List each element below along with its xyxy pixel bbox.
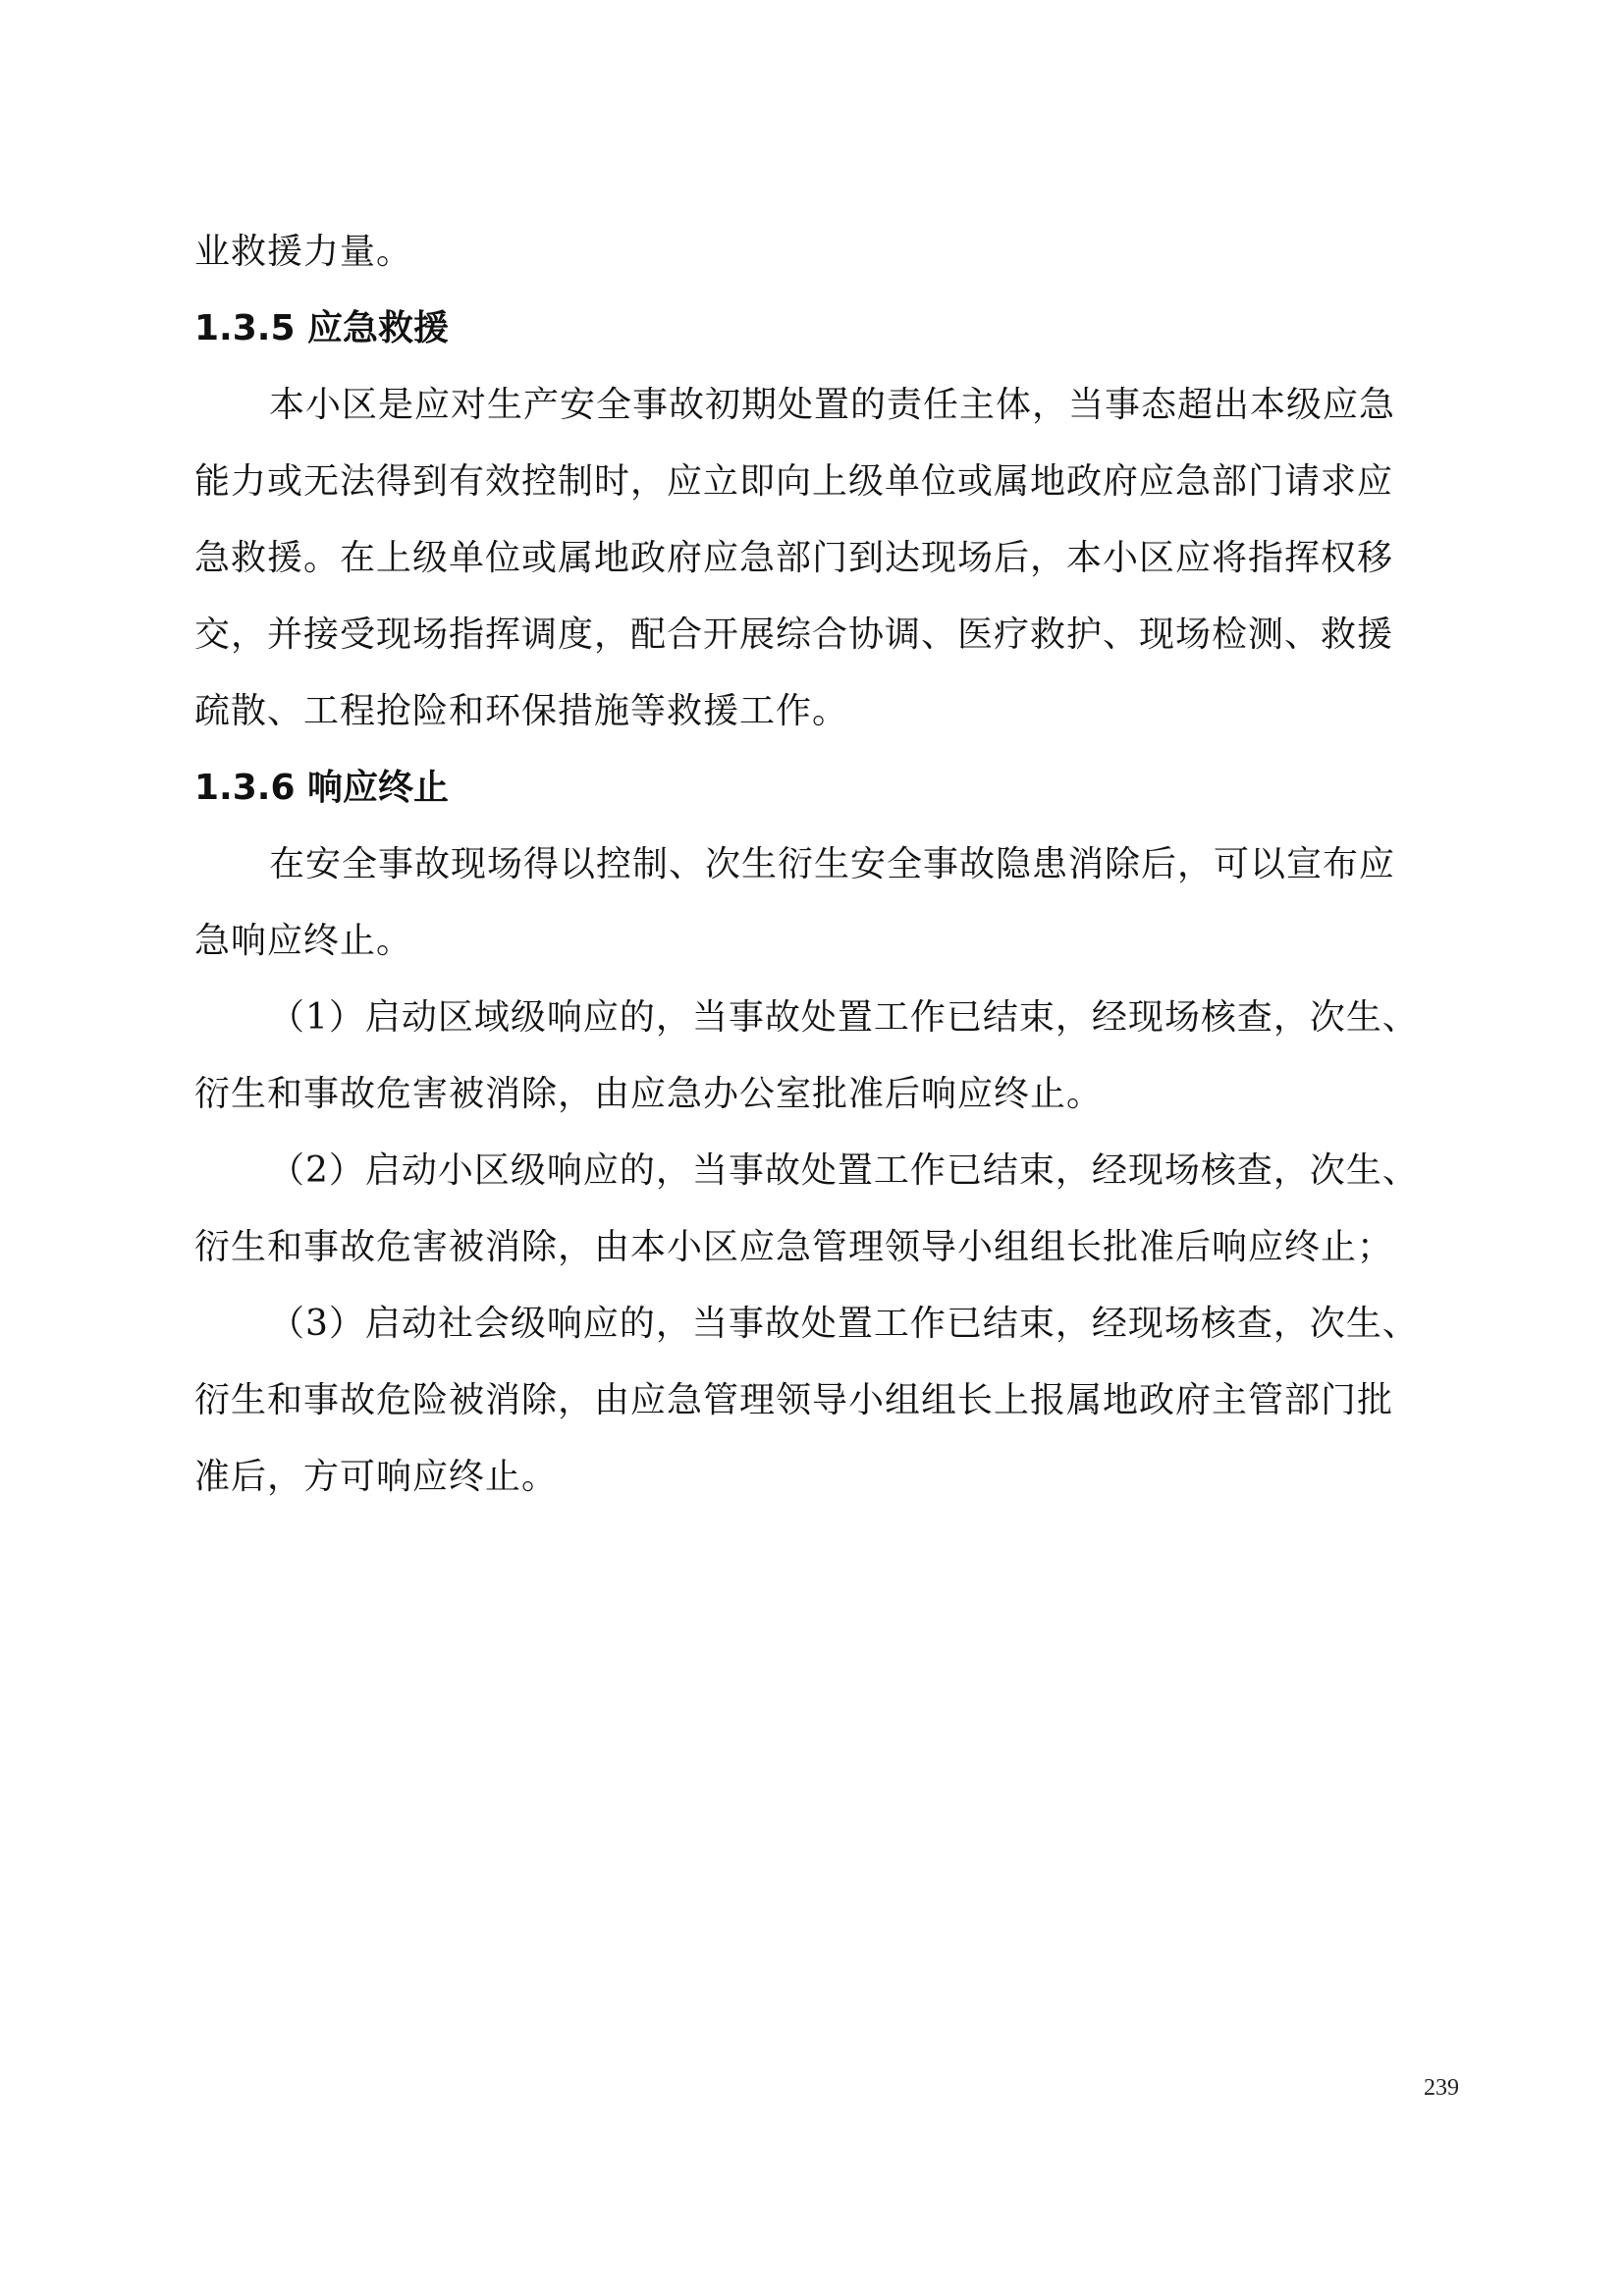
- paragraph-line: 急响应终止。: [194, 921, 413, 961]
- document-body: [194, 214, 1471, 1516]
- list-item-1-line: 衍生和事故危害被消除，由应急办公室批准后响应终止。: [194, 1074, 1104, 1114]
- section-heading-1-3-6: 1.3.6 响应终止: [194, 768, 450, 808]
- section-heading-1-3-5: 1.3.5 应急救援: [194, 308, 450, 348]
- list-item-2-line: 衍生和事故危害被消除，由本小区应急管理领导小组组长批准后响应终止；: [194, 1227, 1394, 1267]
- paragraph-line: 能力或无法得到有效控制时，应立即向上级单位或属地政府应急部门请求应: [194, 461, 1394, 502]
- paragraph-line: 在安全事故现场得以控制、次生衍生安全事故隐患消除后，可以宣布应: [269, 844, 1396, 884]
- paragraph-line: 本小区是应对生产安全事故初期处置的责任主体，当事态超出本级应急: [269, 385, 1396, 425]
- paragraph-line: 疏散、工程抢险和环保措施等救援工作。: [194, 691, 849, 731]
- list-item-3-line: （3）启动社会级响应的，当事故处置工作已结束，经现场核查，次生、: [269, 1304, 1419, 1344]
- paragraph-line: 交，并接受现场指挥调度，配合开展综合协调、医疗救护、现场检测、救援: [194, 614, 1394, 655]
- list-item-2-line: （2）启动小区级响应的，当事故处置工作已结束，经现场核查，次生、: [269, 1150, 1419, 1191]
- list-item-3-line: 准后，方可响应终止。: [194, 1457, 559, 1497]
- paragraph-line: 急救援。在上级单位或属地政府应急部门到达现场后，本小区应将指挥权移: [194, 538, 1394, 578]
- list-item-1-line: （1）启动区域级响应的，当事故处置工作已结束，经现场核查，次生、: [269, 997, 1419, 1038]
- page-number: 239: [1424, 2075, 1459, 2101]
- paragraph-continuation-line: 业救援力量。: [194, 232, 413, 272]
- list-item-3-line: 衍生和事故危险被消除，由应急管理领导小组组长上报属地政府主管部门批: [194, 1380, 1394, 1420]
